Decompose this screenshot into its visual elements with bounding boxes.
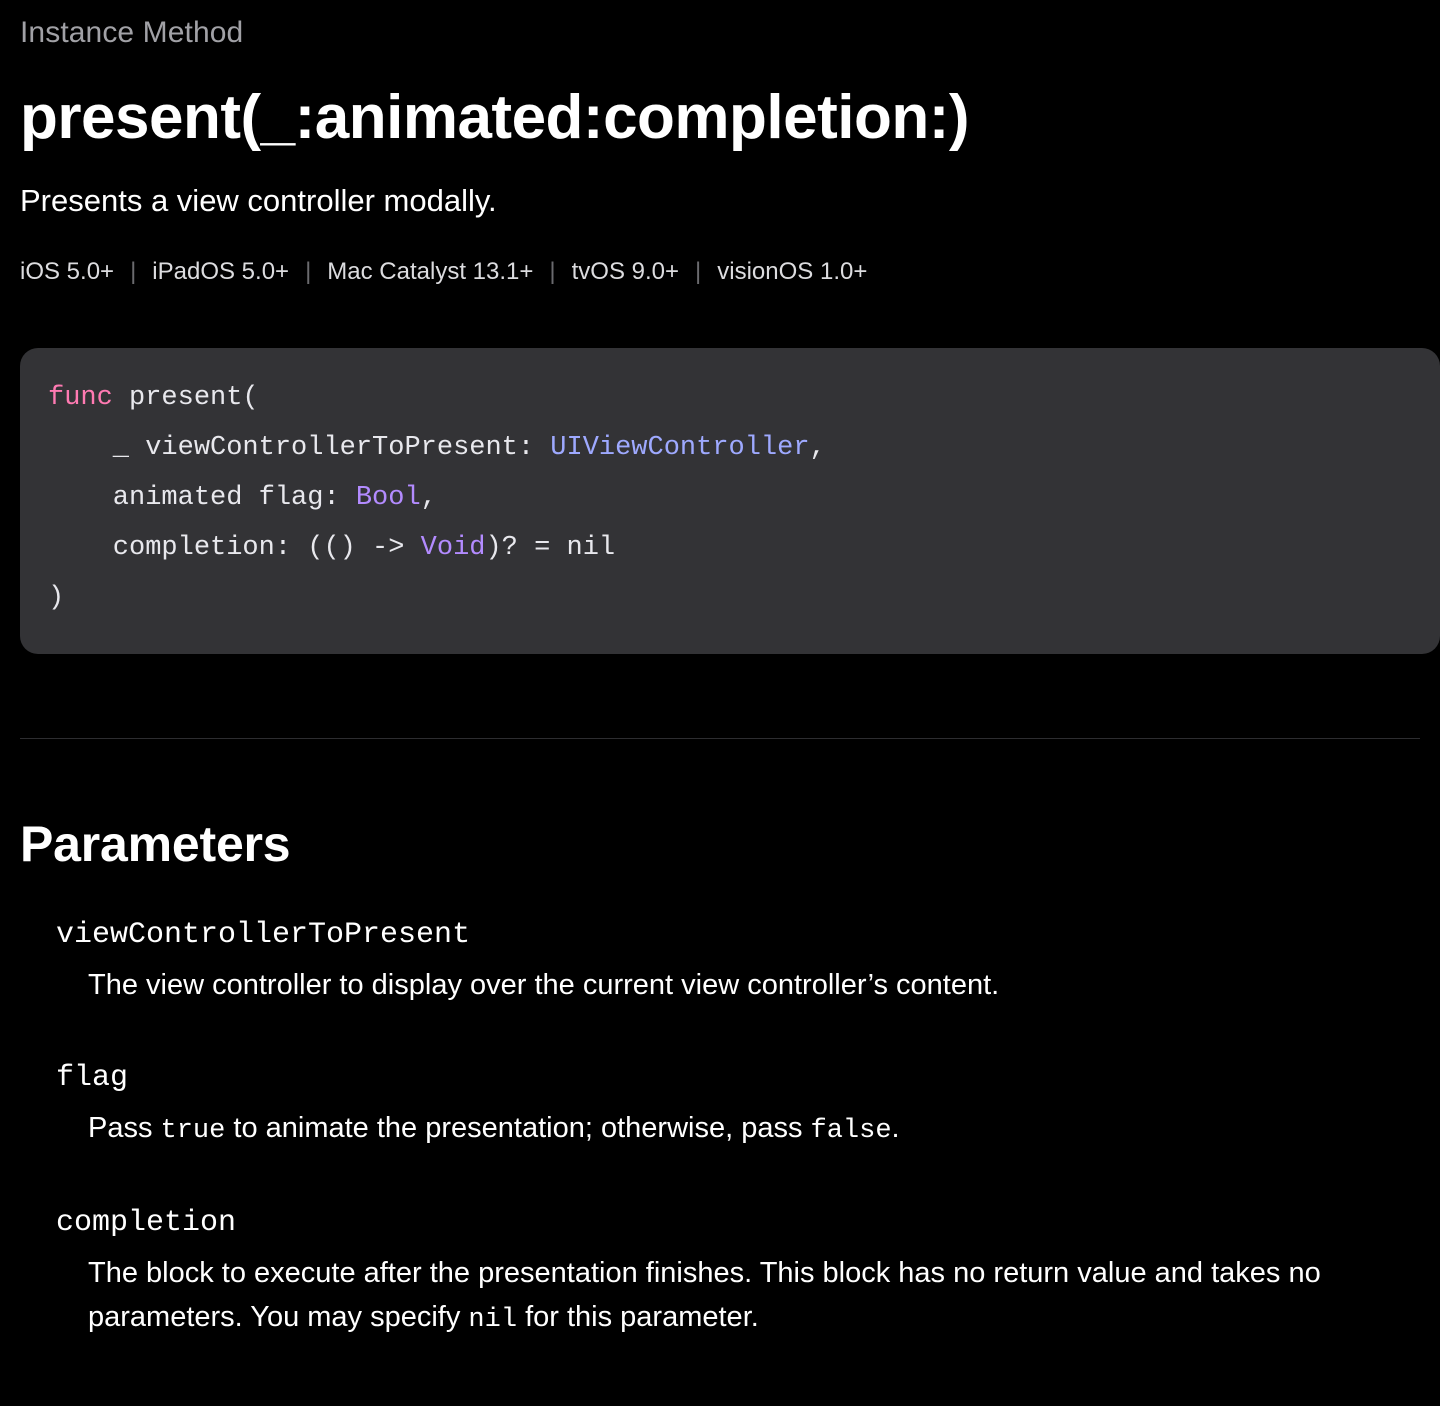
availability-platform-tvos: tvOS 9.0+ [571, 258, 680, 286]
availability-list [20, 258, 1420, 286]
parameter-name: viewControllerToPresent [56, 917, 471, 952]
parameter-item [20, 917, 1420, 1008]
code-param1-label: _ viewControllerToPresent: [48, 432, 551, 463]
code-param2-label: animated flag: [48, 482, 356, 513]
parameter-description-text: The block to execute after the presentation finishes. This block has no return value and takes no parameters. You may specify [88, 1256, 1321, 1334]
parameter-name: flag [56, 1060, 129, 1095]
parameter-item [20, 1060, 1420, 1153]
parameters-heading: Parameters [20, 815, 291, 872]
parameter-description-text: for this parameter. [517, 1301, 759, 1334]
parameter-description-text: to animate the presentation; otherwise, pass [225, 1111, 811, 1144]
inline-code-nil: nil [468, 1305, 518, 1336]
availability-separator: | [130, 258, 137, 286]
code-param2-tail: , [420, 482, 437, 513]
section-divider [20, 738, 1420, 739]
availability-platform-mac-catalyst: Mac Catalyst 13.1+ [327, 258, 534, 286]
inline-code-true: true [160, 1115, 226, 1146]
declaration-code-block [20, 348, 1440, 654]
availability-platform-ios: iOS 5.0+ [20, 258, 115, 286]
availability-separator: | [695, 258, 702, 286]
parameter-description-text: Pass [88, 1111, 161, 1144]
parameter-description [20, 1251, 1420, 1343]
page-title: present(_:animated:completion:) [20, 83, 970, 152]
availability-separator: | [305, 258, 312, 286]
parameter-description-text: . [891, 1111, 900, 1144]
parameter-item [20, 1205, 1420, 1343]
availability-separator: | [549, 258, 556, 286]
availability-platform-ipados: iPadOS 5.0+ [152, 258, 290, 286]
code-param1-type: UIViewController [550, 432, 810, 463]
code-param3-type: Void [420, 532, 486, 563]
page-eyebrow: Instance Method [20, 16, 244, 49]
code-param2-type: Bool [355, 482, 421, 513]
availability-platform-visionos: visionOS 1.0+ [717, 258, 868, 286]
parameter-description [20, 1106, 1420, 1153]
code-param1-tail: , [809, 432, 826, 463]
code-param3-label: completion: (() -> [48, 532, 421, 563]
parameter-description: The view controller to display over the current view controller’s content. [88, 968, 1000, 1001]
code-func-signature-open: present( [112, 383, 259, 414]
parameters-list [20, 917, 1420, 1343]
code-keyword-func: func [48, 383, 113, 414]
code-param3-tail: )? = nil [485, 532, 616, 563]
parameter-name: completion [56, 1205, 237, 1240]
code-signature-close: ) [48, 582, 65, 613]
page-abstract: Presents a view controller modally. [20, 183, 497, 219]
inline-code-false: false [810, 1115, 892, 1146]
